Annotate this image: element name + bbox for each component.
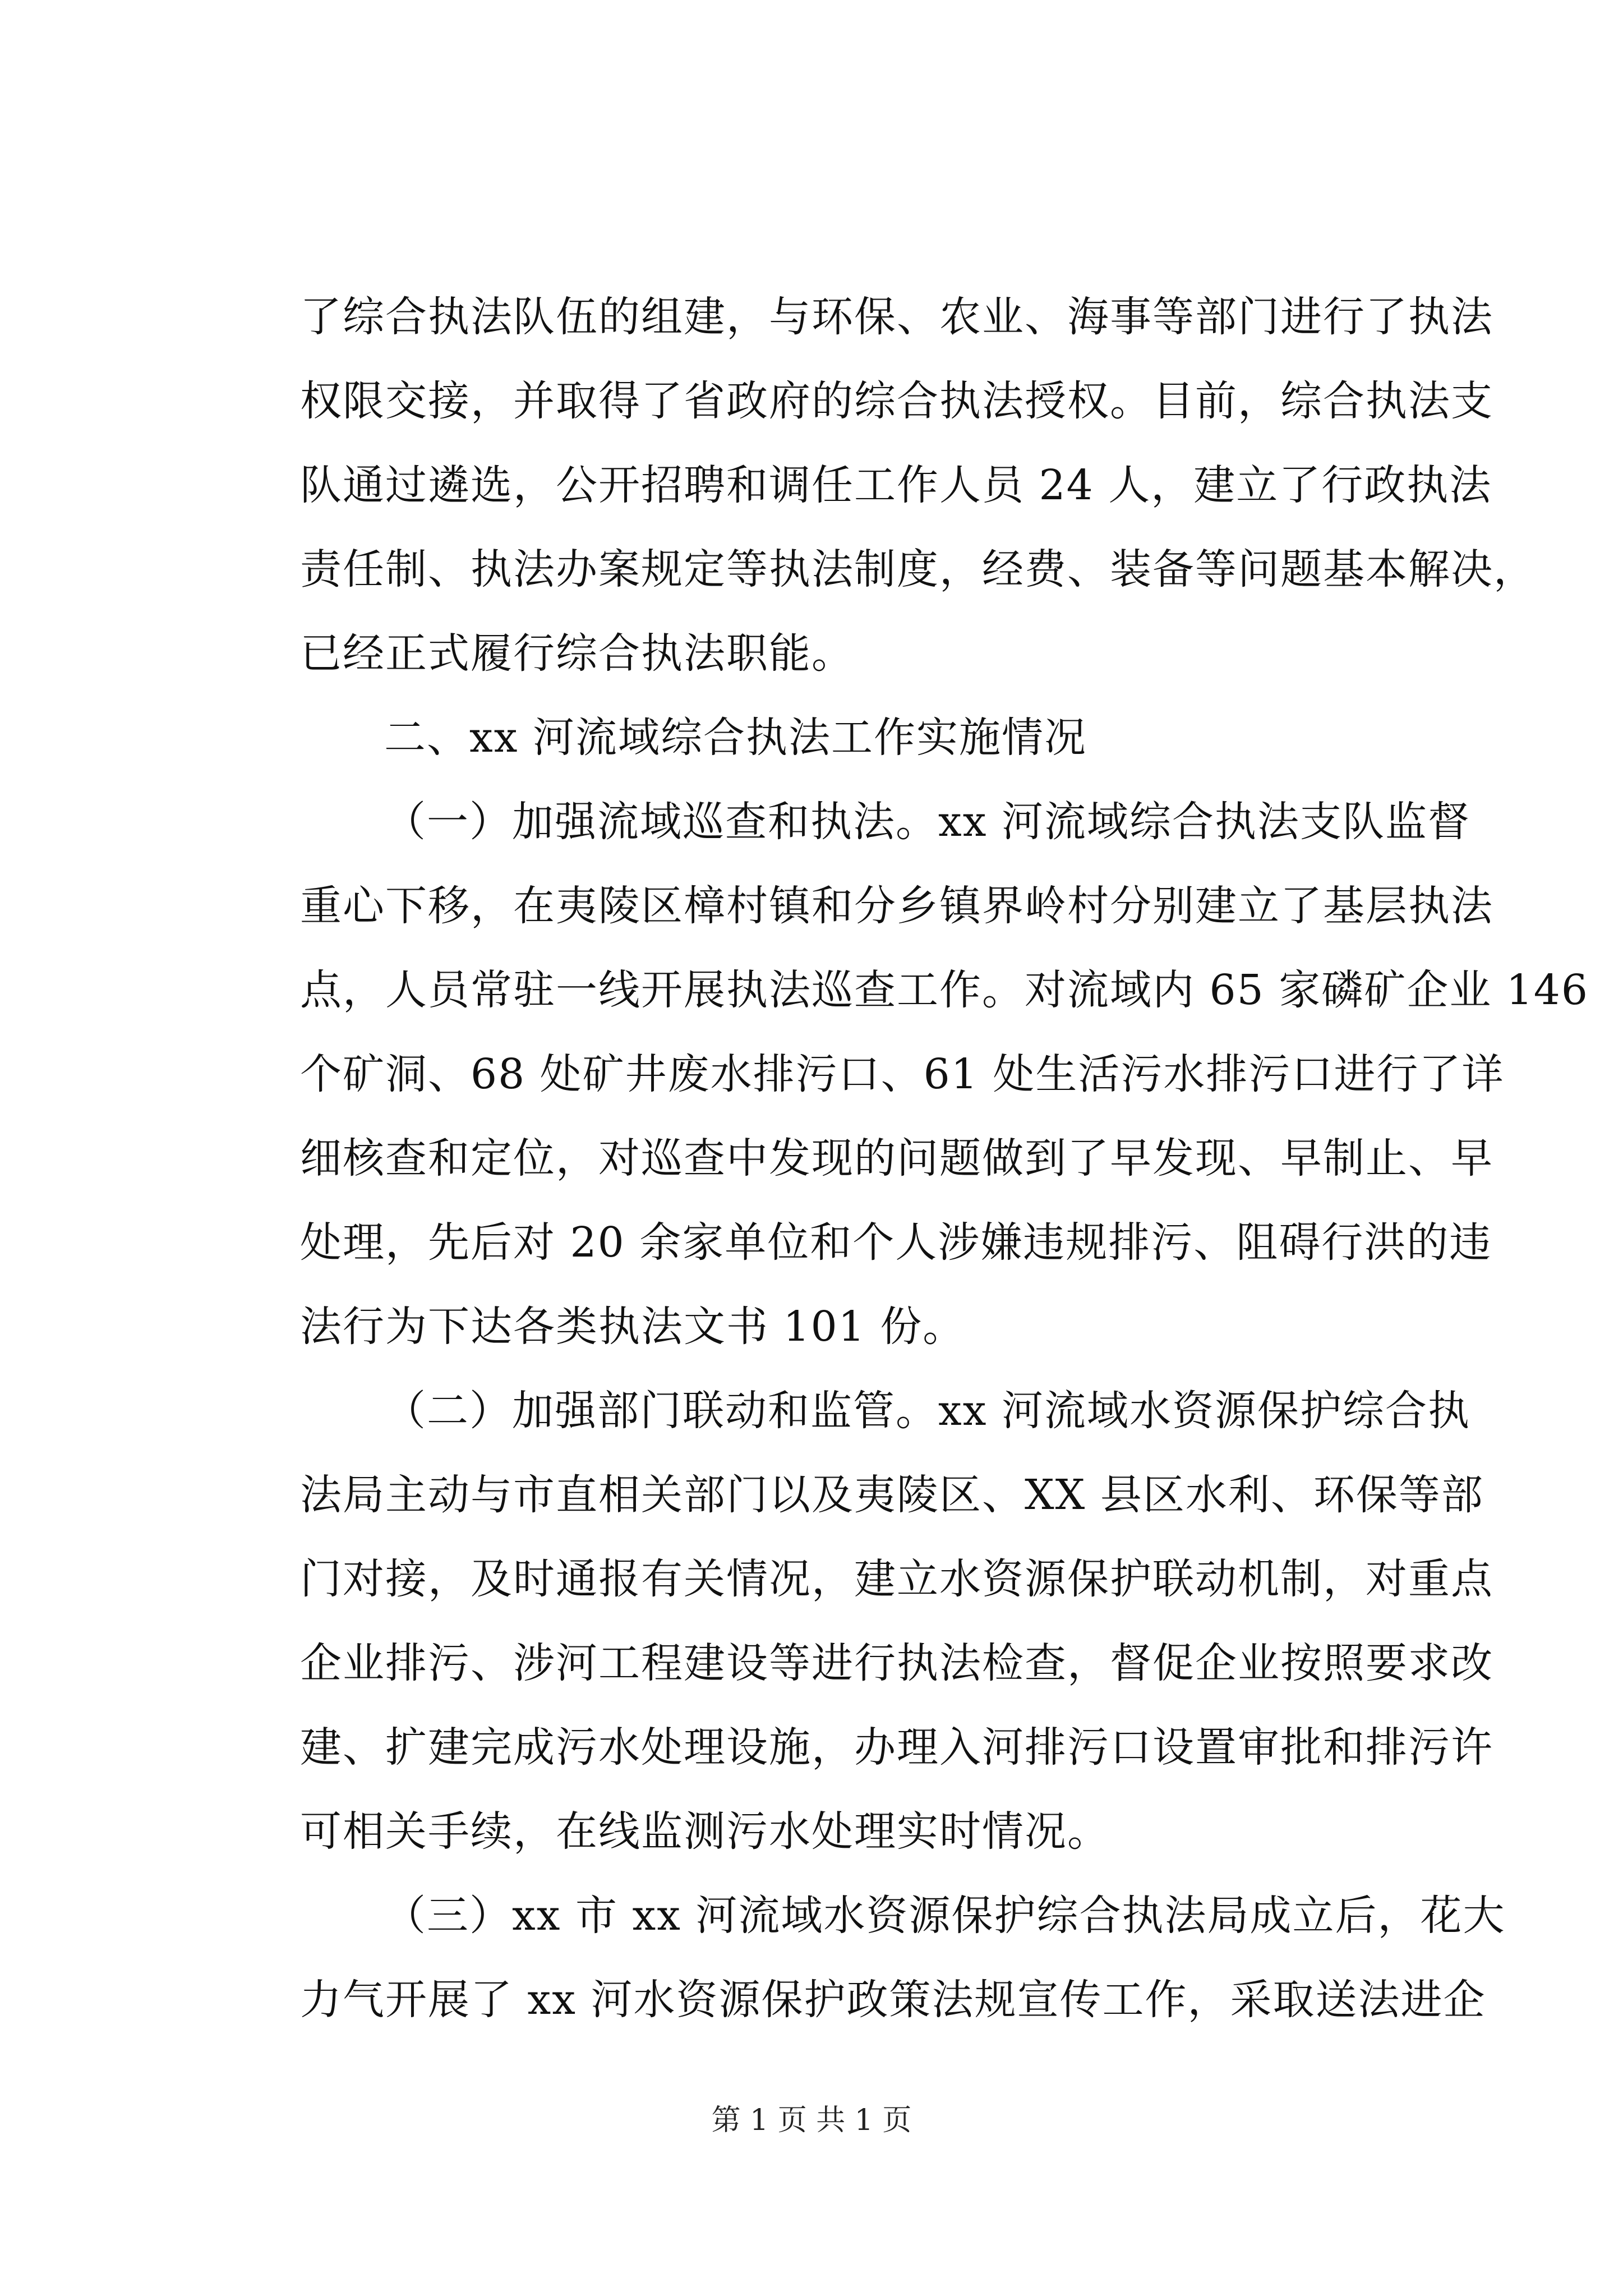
body-line: 门对接，及时通报有关情况，建立水资源保护联动机制，对重点 [300, 1555, 1493, 1603]
body-line: 责任制、执法办案规定等执法制度，经费、装备等问题基本解决， [300, 545, 1536, 593]
section-heading: 二、xx 河流域综合执法工作实施情况 [384, 714, 1087, 762]
body-line: （一）加强流域巡查和执法。xx 河流域综合执法支队监督 [384, 798, 1470, 846]
body-line: 可相关手续，在线监测污水处理实时情况。 [300, 1807, 1110, 1856]
body-line: 企业排污、涉河工程建设等进行执法检查，督促企业按照要求改 [300, 1639, 1493, 1687]
body-line: 建、扩建完成污水处理设施，办理入河排污口设置审批和排污许 [300, 1723, 1493, 1772]
body-line: 点，人员常驻一线开展执法巡查工作。对流域内 65 家磷矿企业 146 [300, 966, 1589, 1014]
body-line: 权限交接，并取得了省政府的综合执法授权。目前，综合执法支 [300, 377, 1493, 425]
body-line: 个矿洞、68 处矿井废水排污口、61 处生活污水排污口进行了详 [300, 1050, 1505, 1098]
body-line: （三）xx 市 xx 河流域水资源保护综合执法局成立后，花大 [384, 1892, 1506, 1940]
body-line: 法局主动与市直相关部门以及夷陵区、XX 县区水利、环保等部 [300, 1471, 1484, 1519]
body-line: 已经正式履行综合执法职能。 [300, 629, 854, 678]
body-line: 细核查和定位，对巡查中发现的问题做到了早发现、早制止、早 [300, 1134, 1493, 1182]
body-line: 重心下移，在夷陵区樟村镇和分乡镇界岭村分别建立了基层执法 [300, 882, 1493, 930]
body-line: 法行为下达各类执法文书 101 份。 [300, 1303, 966, 1351]
body-line: 力气开展了 xx 河水资源保护政策法规宣传工作，采取送法进企 [300, 1976, 1486, 2024]
body-line: （二）加强部门联动和监管。xx 河流域水资源保护综合执 [384, 1387, 1470, 1435]
body-line: 了综合执法队伍的组建，与环保、农业、海事等部门进行了执法 [300, 293, 1493, 341]
body-line: 处理，先后对 20 余家单位和个人涉嫌违规排污、阻碍行洪的违 [300, 1218, 1492, 1267]
page-number-footer: 第 1 页 共 1 页 [711, 2104, 912, 2137]
body-line: 队通过遴选，公开招聘和调任工作人员 24 人，建立了行政执法 [300, 461, 1492, 509]
